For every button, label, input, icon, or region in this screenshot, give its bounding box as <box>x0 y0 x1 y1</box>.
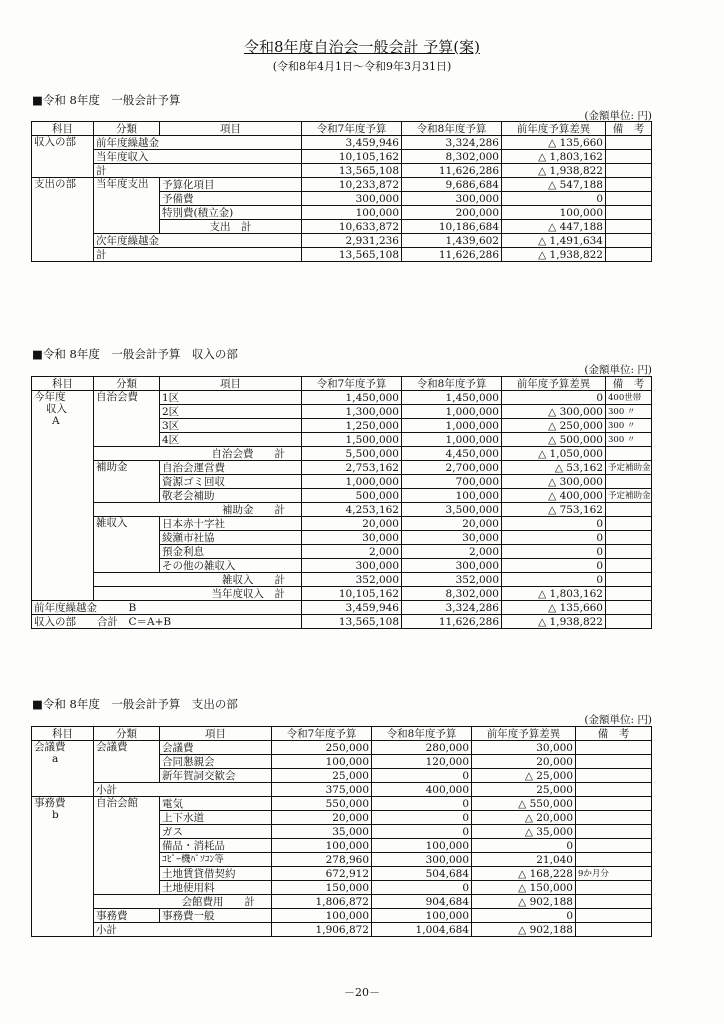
table-row <box>32 923 652 937</box>
row-label: 綾瀬市社協 <box>160 531 302 545</box>
meeting-category: 会議費 <box>94 741 160 783</box>
note-cell <box>606 150 652 164</box>
note-cell <box>606 545 652 559</box>
diff-value: △ 35,000 <box>472 825 576 839</box>
r8-value: 2,700,000 <box>402 461 502 475</box>
kamoku-line: 今年度 <box>34 391 66 403</box>
diff-value: △ 550,000 <box>472 797 576 811</box>
header-row <box>32 727 652 741</box>
row-label: 補助金 計 <box>94 503 302 517</box>
row-label: 自治会運営費 <box>160 461 302 475</box>
r7-value: 25,000 <box>272 769 372 783</box>
table-row <box>32 797 652 811</box>
r8-value: 30,000 <box>402 531 502 545</box>
r7-value: 3,459,946 <box>302 136 402 150</box>
row-label: 4区 <box>160 433 302 447</box>
note-cell: 300 〃 <box>606 405 652 419</box>
table-row <box>32 573 652 587</box>
table-row <box>32 164 652 178</box>
r8-value: 3,324,286 <box>402 601 502 615</box>
row-label: 支出 計 <box>160 220 302 234</box>
office-kamoku <box>32 797 94 937</box>
header-bunrui: 分類 <box>94 122 160 136</box>
note-cell <box>606 587 652 601</box>
header-r7: 令和7年度予算 <box>272 727 372 741</box>
r8-value: 200,000 <box>402 206 502 220</box>
r7-value: 35,000 <box>272 825 372 839</box>
diff-value: △ 150,000 <box>472 881 576 895</box>
kamoku-line: 会議費 <box>34 741 66 753</box>
row-label: 次年度繰越金 <box>94 234 302 248</box>
expense-section-label: 支出の部 <box>32 178 94 262</box>
diff-value: △ 1,938,822 <box>502 248 606 262</box>
diff-value: 0 <box>502 391 606 405</box>
r8-value: 3,500,000 <box>402 503 502 517</box>
header-bunrui: 分類 <box>94 727 160 741</box>
note-cell <box>576 895 652 909</box>
note-cell <box>606 220 652 234</box>
diff-value: △ 902,188 <box>472 923 576 937</box>
row-label: 新年賀詞交歓会 <box>160 769 272 783</box>
note-cell <box>606 503 652 517</box>
diff-value: △ 1,803,162 <box>502 150 606 164</box>
note-cell: 400世帯 <box>606 391 652 405</box>
note-cell <box>576 923 652 937</box>
r8-value: 0 <box>372 825 472 839</box>
header-r8: 令和8年度予算 <box>402 377 502 391</box>
header-kamoku: 科目 <box>32 122 94 136</box>
r8-value: 100,000 <box>372 839 472 853</box>
note-cell <box>606 248 652 262</box>
r7-value: 375,000 <box>272 783 372 797</box>
diff-value: △ 547,188 <box>502 178 606 192</box>
r7-value: 13,565,108 <box>302 248 402 262</box>
row-label: 備品・消耗品 <box>160 839 272 853</box>
r8-value: 1,439,602 <box>402 234 502 248</box>
page-number: －20－ <box>344 986 380 999</box>
table-row <box>32 178 652 192</box>
table-row <box>32 234 652 248</box>
r8-value: 1,000,000 <box>402 419 502 433</box>
diff-value: △ 753,162 <box>502 503 606 517</box>
r8-value: 4,450,000 <box>402 447 502 461</box>
header-r7: 令和7年度予算 <box>302 377 402 391</box>
diff-value: △ 902,188 <box>472 895 576 909</box>
note-cell: 9か月分 <box>576 867 652 881</box>
r7-value: 300,000 <box>302 559 402 573</box>
table-row <box>32 587 652 601</box>
diff-value: 0 <box>502 531 606 545</box>
r7-value: 1,806,872 <box>272 895 372 909</box>
table-row <box>32 248 652 262</box>
table-row <box>32 391 652 405</box>
r7-value: 352,000 <box>302 573 402 587</box>
diff-value: △ 1,938,822 <box>502 615 606 629</box>
table-row <box>32 909 652 923</box>
r7-value: 100,000 <box>272 909 372 923</box>
note-cell <box>606 475 652 489</box>
row-label: 預金利息 <box>160 545 302 559</box>
row-label: 計 <box>94 248 302 262</box>
r7-value: 2,931,236 <box>302 234 402 248</box>
r7-value: 1,300,000 <box>302 405 402 419</box>
expense-table <box>31 726 652 937</box>
r7-value: 500,000 <box>302 489 402 503</box>
r7-value: 2,000 <box>302 545 402 559</box>
header-row <box>32 122 652 136</box>
kamoku-line: b <box>52 809 59 821</box>
row-label: 電気 <box>160 797 272 811</box>
note-cell <box>576 881 652 895</box>
row-label: 自治会費 計 <box>94 447 302 461</box>
r7-value: 100,000 <box>272 839 372 853</box>
header-koumoku: 項目 <box>160 122 302 136</box>
note-cell <box>606 531 652 545</box>
kamoku-line: 事務費 <box>34 797 66 809</box>
row-label: 合同懇親会 <box>160 755 272 769</box>
r7-value: 13,565,108 <box>302 164 402 178</box>
diff-value: △ 447,188 <box>502 220 606 234</box>
r8-value: 0 <box>372 797 472 811</box>
r8-value: 904,684 <box>372 895 472 909</box>
r8-value: 1,450,000 <box>402 391 502 405</box>
r7-value: 20,000 <box>272 811 372 825</box>
note-cell <box>576 797 652 811</box>
diff-value: △ 1,491,634 <box>502 234 606 248</box>
r8-value: 2,000 <box>402 545 502 559</box>
diff-value: △ 1,938,822 <box>502 164 606 178</box>
kamoku-line: a <box>52 753 59 765</box>
fee-category: 自治会費 <box>94 391 160 447</box>
table-row <box>32 895 652 909</box>
r8-value: 1,000,000 <box>402 433 502 447</box>
r8-value: 11,626,286 <box>402 248 502 262</box>
row-label: 会館費用 計 <box>94 895 272 909</box>
kamoku-line: A <box>52 415 60 427</box>
table-row <box>32 615 652 629</box>
row-label: 予算化項目 <box>160 178 302 192</box>
unit-label: (金額単位: 円) <box>584 110 652 122</box>
row-label: 2区 <box>160 405 302 419</box>
r8-value: 1,004,684 <box>372 923 472 937</box>
diff-value: △ 135,660 <box>502 136 606 150</box>
r7-value: 278,960 <box>272 853 372 867</box>
diff-value: 0 <box>502 573 606 587</box>
r7-value: 1,250,000 <box>302 419 402 433</box>
income-table <box>31 376 652 629</box>
r8-value: 8,302,000 <box>402 150 502 164</box>
r8-value: 504,684 <box>372 867 472 881</box>
meeting-kamoku <box>32 741 94 797</box>
misc-category: 雑収入 <box>94 517 160 573</box>
header-diff: 前年度予算差異 <box>502 377 606 391</box>
diff-value: 100,000 <box>502 206 606 220</box>
r7-value: 3,459,946 <box>302 601 402 615</box>
note-cell <box>576 741 652 755</box>
r7-value: 10,233,872 <box>302 178 402 192</box>
header-r8: 令和8年度予算 <box>402 122 502 136</box>
diff-value: 21,040 <box>472 853 576 867</box>
diff-value: △ 300,000 <box>502 405 606 419</box>
current-expense-label: 当年度支出 <box>94 178 160 234</box>
r8-value: 3,324,286 <box>402 136 502 150</box>
table-row <box>32 150 652 164</box>
header-diff: 前年度予算差異 <box>502 122 606 136</box>
table-row <box>32 461 652 475</box>
current-income-kamoku <box>32 391 94 601</box>
r7-value: 13,565,108 <box>302 615 402 629</box>
row-label: 土地賃貸借契約 <box>160 867 272 881</box>
r7-value: 250,000 <box>272 741 372 755</box>
header-r8: 令和8年度予算 <box>372 727 472 741</box>
note-cell <box>606 164 652 178</box>
note-cell <box>576 839 652 853</box>
r7-value: 30,000 <box>302 531 402 545</box>
diff-value: △ 400,000 <box>502 489 606 503</box>
table-row <box>32 136 652 150</box>
table-row <box>32 783 652 797</box>
r7-value: 150,000 <box>272 881 372 895</box>
diff-value: △ 250,000 <box>502 419 606 433</box>
diff-value: 0 <box>502 192 606 206</box>
header-kamoku: 科目 <box>32 727 94 741</box>
header-biko: 備 考 <box>606 122 652 136</box>
r7-value: 5,500,000 <box>302 447 402 461</box>
kamoku-line: 収入 <box>46 403 67 415</box>
diff-value: 0 <box>502 559 606 573</box>
header-biko: 備 考 <box>576 727 652 741</box>
header-row <box>32 377 652 391</box>
row-label: 前年度繰越金 B <box>32 601 302 615</box>
r7-value: 10,105,162 <box>302 587 402 601</box>
note-cell <box>606 615 652 629</box>
diff-value: △ 300,000 <box>502 475 606 489</box>
row-label: 収入の部 合計 C＝A+B <box>32 615 302 629</box>
r7-value: 1,450,000 <box>302 391 402 405</box>
row-label: 小計 <box>94 923 272 937</box>
table-row <box>32 517 652 531</box>
r8-value: 10,186,684 <box>402 220 502 234</box>
r7-value: 672,912 <box>272 867 372 881</box>
note-cell <box>576 769 652 783</box>
table-row <box>32 601 652 615</box>
diff-value: △ 1,050,000 <box>502 447 606 461</box>
diff-value: 0 <box>502 545 606 559</box>
row-label: 3区 <box>160 419 302 433</box>
r7-value: 4,253,162 <box>302 503 402 517</box>
r8-value: 0 <box>372 881 472 895</box>
subsidy-category: 補助金 <box>94 461 160 503</box>
diff-value: 0 <box>472 909 576 923</box>
r8-value: 11,626,286 <box>402 615 502 629</box>
diff-value: 30,000 <box>472 741 576 755</box>
diff-value: △ 135,660 <box>502 601 606 615</box>
r7-value: 2,753,162 <box>302 461 402 475</box>
header-koumoku: 項目 <box>160 727 272 741</box>
r7-value: 100,000 <box>302 206 402 220</box>
diff-value: 0 <box>472 839 576 853</box>
row-label: 小計 <box>94 783 272 797</box>
note-cell <box>576 909 652 923</box>
unit-label: (金額単位: 円) <box>584 714 652 726</box>
note-cell <box>606 192 652 206</box>
r8-value: 100,000 <box>372 909 472 923</box>
table-row <box>32 741 652 755</box>
table-row <box>32 503 652 517</box>
note-cell: 予定補助金 <box>606 461 652 475</box>
r8-value: 120,000 <box>372 755 472 769</box>
row-label: 予備費 <box>160 192 302 206</box>
summary-table <box>31 121 652 262</box>
document-title: 令和8年度自治会一般会計 予算(案) <box>243 38 481 56</box>
row-label: 敬老会補助 <box>160 489 302 503</box>
section1-heading: ■令和 8年度 一般会計予算 <box>32 93 181 107</box>
diff-value: △ 20,000 <box>472 811 576 825</box>
diff-value: △ 25,000 <box>472 769 576 783</box>
r7-value: 1,906,872 <box>272 923 372 937</box>
header-biko: 備 考 <box>606 377 652 391</box>
r8-value: 300,000 <box>372 853 472 867</box>
row-label: 日本赤十字社 <box>160 517 302 531</box>
row-label: 雑収入 計 <box>94 573 302 587</box>
row-label: ガス <box>160 825 272 839</box>
r8-value: 100,000 <box>402 489 502 503</box>
note-cell <box>576 825 652 839</box>
r7-value: 1,000,000 <box>302 475 402 489</box>
note-cell <box>576 853 652 867</box>
row-label: 当年度収入 計 <box>94 587 302 601</box>
note-cell <box>576 811 652 825</box>
r8-value: 8,302,000 <box>402 587 502 601</box>
section3-heading: ■令和 8年度 一般会計予算 支出の部 <box>32 697 238 711</box>
note-cell <box>606 559 652 573</box>
diff-value: △ 500,000 <box>502 433 606 447</box>
diff-value: 25,000 <box>472 783 576 797</box>
r8-value: 300,000 <box>402 559 502 573</box>
header-koumoku: 項目 <box>160 377 302 391</box>
note-cell <box>606 601 652 615</box>
general-category: 事務費 <box>94 909 160 923</box>
diff-value: △ 53,162 <box>502 461 606 475</box>
hall-category: 自治会館 <box>94 797 160 895</box>
note-cell <box>606 573 652 587</box>
r7-value: 20,000 <box>302 517 402 531</box>
row-label: その他の雑収入 <box>160 559 302 573</box>
r7-value: 1,500,000 <box>302 433 402 447</box>
row-label: 当年度収入 <box>94 150 302 164</box>
r8-value: 11,626,286 <box>402 164 502 178</box>
note-cell: 300 〃 <box>606 419 652 433</box>
r8-value: 0 <box>372 769 472 783</box>
row-label: 1区 <box>160 391 302 405</box>
r8-value: 352,000 <box>402 573 502 587</box>
r8-value: 700,000 <box>402 475 502 489</box>
note-cell <box>606 178 652 192</box>
header-r7: 令和7年度予算 <box>302 122 402 136</box>
r8-value: 9,686,684 <box>402 178 502 192</box>
diff-value: △ 168,228 <box>472 867 576 881</box>
r7-value: 10,105,162 <box>302 150 402 164</box>
header-kamoku: 科目 <box>32 377 94 391</box>
section2-heading: ■令和 8年度 一般会計予算 収入の部 <box>32 347 238 361</box>
table-row <box>32 447 652 461</box>
income-section-label: 収入の部 <box>32 136 94 178</box>
r7-value: 550,000 <box>272 797 372 811</box>
note-cell <box>606 517 652 531</box>
diff-value: 0 <box>502 517 606 531</box>
row-label: 上下水道 <box>160 811 272 825</box>
row-label: 資源ゴミ回収 <box>160 475 302 489</box>
note-cell <box>576 755 652 769</box>
row-label: 前年度繰越金 <box>94 136 302 150</box>
note-cell <box>606 447 652 461</box>
r7-value: 10,633,872 <box>302 220 402 234</box>
note-cell: 300 〃 <box>606 433 652 447</box>
row-label: 特別費(積立金) <box>160 206 302 220</box>
note-cell <box>606 136 652 150</box>
unit-label: (金額単位: 円) <box>584 364 652 376</box>
r7-value: 300,000 <box>302 192 402 206</box>
r8-value: 1,000,000 <box>402 405 502 419</box>
header-bunrui: 分類 <box>94 377 160 391</box>
row-label: 土地使用料 <box>160 881 272 895</box>
r7-value: 100,000 <box>272 755 372 769</box>
r8-value: 400,000 <box>372 783 472 797</box>
note-cell <box>606 234 652 248</box>
row-label: 計 <box>94 164 302 178</box>
fiscal-period: (令和8年4月1日～令和9年3月31日) <box>272 60 452 73</box>
row-label: ｺﾋﾟｰ機ﾊﾟｿｺﾝ等 <box>160 853 272 867</box>
r8-value: 20,000 <box>402 517 502 531</box>
r8-value: 300,000 <box>402 192 502 206</box>
row-label: 会議費 <box>160 741 272 755</box>
r8-value: 0 <box>372 811 472 825</box>
note-cell <box>576 783 652 797</box>
note-cell: 予定補助金 <box>606 489 652 503</box>
diff-value: 20,000 <box>472 755 576 769</box>
diff-value: △ 1,803,162 <box>502 587 606 601</box>
r8-value: 280,000 <box>372 741 472 755</box>
row-label: 事務費一般 <box>160 909 272 923</box>
note-cell <box>606 206 652 220</box>
header-diff: 前年度予算差異 <box>472 727 576 741</box>
